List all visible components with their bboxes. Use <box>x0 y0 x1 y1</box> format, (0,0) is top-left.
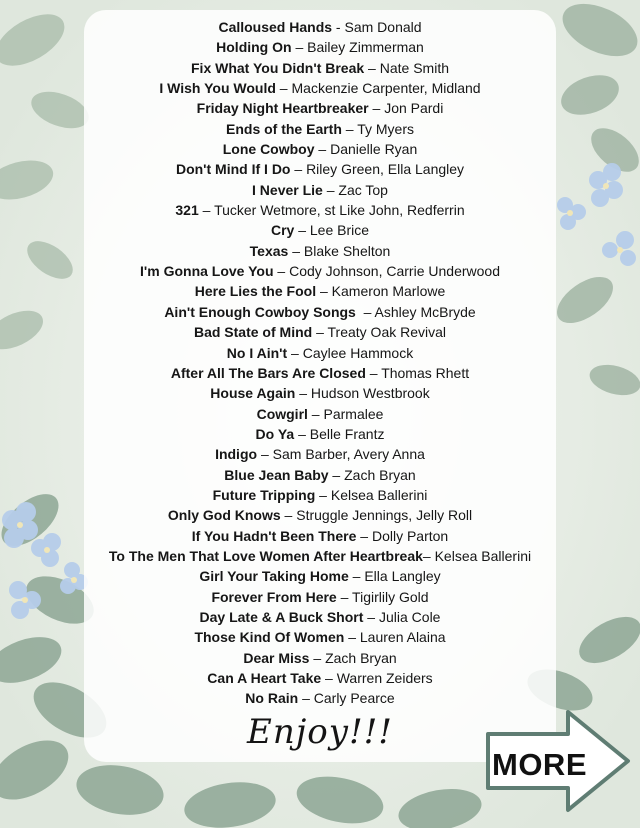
song-item <box>0 465 640 485</box>
song-title: Bad State of Mind <box>193 324 313 341</box>
song-title: Forever From Here <box>211 588 337 605</box>
song-item <box>0 383 640 403</box>
song-title: Blue Jean Baby <box>224 466 329 483</box>
song-item <box>0 322 640 342</box>
song-separator: – <box>363 608 379 625</box>
song-artist: Zach Bryan <box>344 466 416 483</box>
song-separator: – <box>336 588 353 605</box>
song-artist: Ty Myers <box>357 120 414 137</box>
song-artist: Cody Johnson, Carrie Underwood <box>289 263 500 280</box>
song-artist: Lauren Alaina <box>359 629 446 646</box>
song-separator: - <box>332 19 345 35</box>
song-item <box>0 119 640 139</box>
song-separator: – <box>307 405 324 422</box>
song-separator: – <box>312 324 328 341</box>
song-title: Indigo <box>215 446 258 463</box>
song-artist: Kameron Marlowe <box>331 283 446 300</box>
song-title: Cowgirl <box>256 405 308 422</box>
song-title: Dear Miss <box>243 649 310 666</box>
song-artist: Riley Green, Ella Langley <box>306 161 465 178</box>
song-item <box>0 424 640 444</box>
song-separator: – <box>344 629 360 646</box>
song-artist: Carly Pearce <box>313 690 395 707</box>
song-title: Here Lies the Fool <box>194 283 317 300</box>
song-item <box>0 17 640 37</box>
song-artist: Danielle Ryan <box>330 141 418 158</box>
song-title: Those Kind Of Women <box>194 629 345 646</box>
song-artist: Kelsea Ballerini <box>434 547 532 564</box>
song-title: I Never Lie <box>252 181 323 198</box>
song-separator: – <box>309 649 326 666</box>
song-item <box>0 505 640 525</box>
song-separator: – <box>328 466 345 483</box>
song-item <box>0 261 640 281</box>
song-item <box>0 404 640 424</box>
song-separator: – <box>355 303 375 320</box>
song-item <box>0 98 640 118</box>
song-separator: – <box>314 141 331 158</box>
song-separator: – <box>288 242 304 259</box>
song-item <box>0 281 640 301</box>
song-item <box>0 668 640 688</box>
song-item <box>0 363 640 383</box>
song-item <box>0 627 640 647</box>
song-item <box>0 343 640 363</box>
song-artist: Parmalee <box>323 405 384 422</box>
song-artist: Ella Langley <box>364 568 441 585</box>
song-separator: – <box>364 59 380 76</box>
song-artist: Tigirlily Gold <box>352 588 429 605</box>
song-title: To The Men That Love Women After Heartbreak <box>108 547 423 564</box>
song-title: Ain't Enough Cowboy Songs <box>164 303 356 320</box>
song-item <box>0 648 640 668</box>
song-item <box>0 688 640 708</box>
song-artist: Dolly Parton <box>371 527 449 544</box>
song-title: Girl Your Taking Home <box>199 568 349 585</box>
song-title: Calloused Hands <box>218 19 333 35</box>
song-item <box>0 78 640 98</box>
song-artist: Jon Pardi <box>384 100 444 117</box>
song-list <box>0 17 640 709</box>
song-artist: Caylee Hammock <box>302 344 414 361</box>
more-label: MORE <box>492 747 587 782</box>
song-item <box>0 37 640 57</box>
song-artist: Bailey Zimmerman <box>307 39 424 56</box>
song-item <box>0 607 640 627</box>
song-title: Day Late & A Buck Short <box>199 608 364 625</box>
song-artist: Hudson Westbrook <box>310 385 430 402</box>
song-artist: Belle Frantz <box>309 425 385 442</box>
song-artist: Mackenzie Carpenter, Midland <box>291 80 481 97</box>
song-item <box>0 587 640 607</box>
song-artist: Blake Shelton <box>303 242 391 259</box>
song-item <box>0 302 640 322</box>
song-title: Only God Knows <box>167 507 281 524</box>
song-separator: – <box>290 161 307 178</box>
song-artist: Kelsea Ballerini <box>330 486 428 503</box>
song-artist: Lee Brice <box>309 222 370 239</box>
song-title: Holding On <box>216 39 292 56</box>
song-item <box>0 566 640 586</box>
song-item <box>0 139 640 159</box>
song-item <box>0 159 640 179</box>
song-separator: – <box>298 690 314 707</box>
song-artist: Treaty Oak Revival <box>327 324 447 341</box>
song-separator: – <box>315 486 331 503</box>
song-separator: – <box>294 425 310 442</box>
song-title: If You Hadn't Been There <box>191 527 357 544</box>
song-title: Can A Heart Take <box>207 670 322 686</box>
song-artist: Tucker Wetmore, st Like John, Redferrin <box>214 202 465 219</box>
enjoy-text: Enjoy!!! <box>247 712 393 752</box>
song-artist: Sam Donald <box>344 19 422 35</box>
song-artist: Ashley McBryde <box>374 303 476 320</box>
song-artist: Zach Bryan <box>325 649 397 666</box>
song-artist: Sam Barber, Avery Anna <box>272 446 425 463</box>
song-separator: – <box>294 222 310 239</box>
song-separator: – <box>356 527 372 544</box>
song-title: Future Tripping <box>212 486 316 503</box>
song-separator: – <box>198 202 215 219</box>
song-artist: Zac Top <box>338 181 388 198</box>
song-separator: – <box>348 568 365 585</box>
more-button[interactable] <box>484 708 632 814</box>
song-title: Friday Night Heartbreaker <box>196 100 369 117</box>
song-title: No Rain <box>245 690 299 707</box>
song-item <box>0 180 640 200</box>
song-title: I'm Gonna Love You <box>140 263 274 280</box>
song-item <box>0 444 640 464</box>
song-title: 321 <box>175 202 199 219</box>
song-separator: – <box>321 670 337 686</box>
song-item <box>0 526 640 546</box>
song-artist: Nate Smith <box>379 59 449 76</box>
song-title: After All The Bars Are Closed <box>170 364 366 381</box>
song-separator: – <box>291 39 308 56</box>
song-title: Lone Cowboy <box>222 141 315 158</box>
song-artist: Warren Zeiders <box>336 670 433 686</box>
song-artist: Struggle Jennings, Jelly Roll <box>296 507 473 524</box>
song-item <box>0 58 640 78</box>
song-item <box>0 220 640 240</box>
song-separator: – <box>316 283 332 300</box>
song-separator: – <box>295 385 311 402</box>
song-separator: – <box>273 263 290 280</box>
song-separator: – <box>341 120 358 137</box>
song-title: Ends of the Earth <box>226 120 342 137</box>
song-artist: Julia Cole <box>378 608 441 625</box>
song-separator: – <box>368 100 385 117</box>
song-item <box>0 546 640 566</box>
song-title: Do Ya <box>255 425 295 442</box>
song-separator: – <box>422 547 435 564</box>
song-artist: Thomas Rhett <box>381 364 470 381</box>
song-separator: – <box>287 344 303 361</box>
song-separator: – <box>280 507 297 524</box>
song-separator: – <box>322 181 339 198</box>
song-item <box>0 241 640 261</box>
song-item <box>0 485 640 505</box>
song-item <box>0 200 640 220</box>
song-title: Texas <box>249 242 289 259</box>
song-separator: – <box>365 364 382 381</box>
song-title: Fix What You Didn't Break <box>191 59 365 76</box>
song-title: Cry <box>270 222 295 239</box>
song-title: I Wish You Would <box>159 80 276 97</box>
song-title: House Again <box>210 385 296 402</box>
song-title: Don't Mind If I Do <box>175 161 291 178</box>
song-separator: – <box>275 80 292 97</box>
song-title: No I Ain't <box>226 344 288 361</box>
song-separator: – <box>257 446 273 463</box>
